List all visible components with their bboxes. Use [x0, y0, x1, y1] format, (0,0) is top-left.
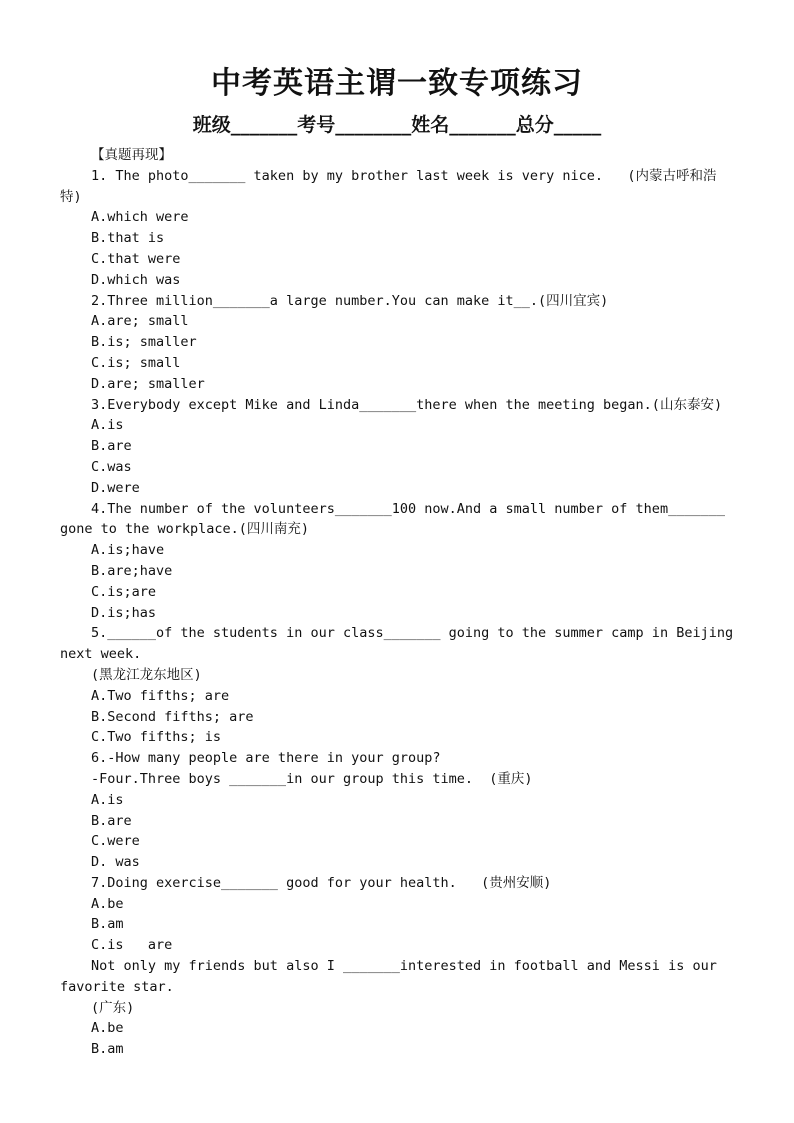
question-5-source: (黑龙江龙东地区) — [91, 666, 202, 683]
question-1-option-a: A.which were — [91, 209, 189, 226]
question-6-option-b: B.are — [91, 812, 132, 829]
question-2-option-a: A.are; small — [91, 313, 189, 330]
question-3-stem: 3.Everybody except Mike and Linda_______there when the meeting began.(山东泰安) — [91, 396, 723, 413]
question-1-option-b: B.that is — [91, 230, 165, 247]
question-6-option-a: A.is — [91, 791, 124, 808]
question-1-option-c: C.that were — [91, 250, 181, 267]
question-7-stem: 7.Doing exercise_______ good for your health. (贵州安顺) — [91, 874, 552, 891]
question-6-option-d: D. was — [91, 854, 140, 871]
question-3-option-b: B.are — [91, 438, 132, 455]
question-list — [60, 145, 742, 1060]
question-8-source: (广东) — [91, 999, 135, 1016]
question-3-option-d: D.were — [91, 479, 140, 496]
question-5-option-b: B.Second fifths; are — [91, 708, 254, 725]
question-7-option-c: C.is are — [91, 937, 173, 954]
question-3-option-a: A.is — [91, 417, 124, 434]
section-heading: 【真题再现】 — [91, 147, 172, 163]
student-info-line: 班级_______考号________姓名_______总分_____ — [192, 114, 602, 136]
question-6-option-c: C.were — [91, 833, 140, 850]
question-4-option-c: C.is;are — [91, 583, 157, 600]
question-3-option-c: C.was — [91, 458, 132, 475]
question-4-option-a: A.is;have — [91, 542, 165, 559]
question-7-option-b: B.am — [91, 916, 124, 933]
question-1-stem: 1. The photo_______ taken by my brother last week is very nice. (内蒙古呼和浩特) — [60, 167, 717, 205]
question-2-option-b: B.is; smaller — [91, 334, 197, 351]
question-1-option-d: D.which was — [91, 271, 181, 288]
question-5-option-a: A.Two fifths; are — [91, 687, 230, 704]
question-2-option-c: C.is; small — [91, 354, 181, 371]
question-5-option-c: C.Two fifths; is — [91, 729, 222, 746]
question-4-option-b: B.are;have — [91, 562, 173, 579]
question-4-stem: 4.The number of the volunteers_______100 now.And a small number of them_______ gone to the workplace.(四川南充) — [60, 500, 734, 538]
question-8-option-b: B.am — [91, 1041, 124, 1058]
question-5-stem: 5.______of the students in our class_______ going to the summer camp in Beijing next week. — [60, 625, 742, 663]
question-2-stem: 2.Three million_______a large number.You can make it__.(四川宜宾) — [91, 292, 609, 309]
question-7-option-a: A.be — [91, 895, 124, 912]
question-8-stem: Not only my friends but also I _______interested in football and Messi is our favorite star. — [60, 958, 725, 995]
page-title: 中考英语主谓一致专项练习 — [211, 66, 583, 101]
question-4-option-d: D.is;has — [91, 604, 157, 621]
question-8-option-a: A.be — [91, 1020, 124, 1037]
question-6-stem-reply: -Four.Three boys _______in our group this time. (重庆) — [91, 770, 533, 787]
question-6-stem: 6.-How many people are there in your group? — [91, 750, 441, 767]
question-2-option-d: D.are; smaller — [91, 375, 205, 392]
